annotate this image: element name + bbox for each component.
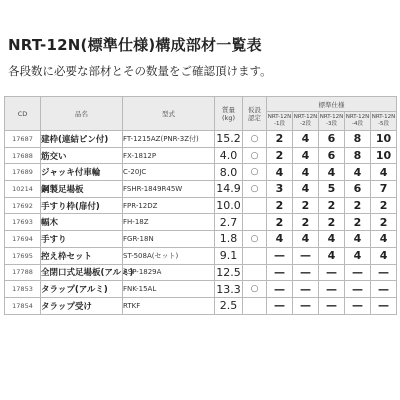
row-qty-level-2: 4 bbox=[293, 147, 319, 164]
row-name: 全閉口式足場板(アルミ) bbox=[41, 264, 123, 281]
table-row bbox=[5, 264, 397, 281]
row-qty-level-5: 2 bbox=[371, 214, 397, 231]
row-cd: 17687 bbox=[5, 131, 41, 148]
row-qty-level-5: — bbox=[371, 281, 397, 298]
header-mass-label: 質量 (kg) bbox=[222, 105, 235, 122]
row-qty-level-4: 4 bbox=[345, 231, 371, 248]
row-name: 建枠(連結ピン付) bbox=[41, 131, 123, 148]
row-cd: 10214 bbox=[5, 181, 41, 198]
row-mass: 10.0 bbox=[216, 199, 241, 213]
page-subtitle: 各段数に必要な部材とその数量をご確認頂けます。 bbox=[8, 64, 272, 78]
row-type: FH-18Z bbox=[123, 214, 215, 231]
row-qty-level-3: — bbox=[319, 264, 345, 281]
header-cert bbox=[243, 97, 267, 131]
row-qty-level-2: — bbox=[293, 297, 319, 314]
row-cd: 17689 bbox=[5, 164, 41, 181]
row-qty-level-3: 5 bbox=[319, 181, 345, 198]
row-qty-level-5: — bbox=[371, 297, 397, 314]
row-type: RTKF bbox=[123, 297, 215, 314]
row-name: 筋交い bbox=[41, 147, 123, 164]
row-qty-level-3: — bbox=[319, 297, 345, 314]
header-group: 標準仕様 bbox=[267, 97, 397, 112]
row-qty-level-5: 10 bbox=[371, 147, 397, 164]
header-mass bbox=[215, 97, 243, 131]
row-name: タラップ受け bbox=[41, 297, 123, 314]
row-mass: 9.1 bbox=[215, 247, 243, 264]
row-cd: 17692 bbox=[5, 197, 41, 214]
row-qty-level-1: 4 bbox=[267, 231, 293, 248]
row-qty-level-5: 4 bbox=[371, 231, 397, 248]
row-qty-level-3: 4 bbox=[319, 164, 345, 181]
row-type: FGR-18N bbox=[123, 231, 215, 248]
row-qty-level-5: 4 bbox=[371, 247, 397, 264]
page-title: NRT-12N(標準仕様)構成部材一覧表 bbox=[8, 36, 262, 54]
row-qty-level-1: 2 bbox=[267, 131, 293, 148]
row-name: 手すり bbox=[41, 231, 123, 248]
row-qty-level-4: — bbox=[345, 281, 371, 298]
header-level-5: NRT-12N -5段 bbox=[371, 112, 397, 131]
row-cert bbox=[243, 247, 267, 264]
row-qty-level-2: — bbox=[293, 281, 319, 298]
row-cert: ○ bbox=[243, 281, 267, 298]
row-qty-level-3: 4 bbox=[319, 231, 345, 248]
row-mass: 2.5 bbox=[215, 297, 243, 314]
header-name: 品名 bbox=[41, 97, 123, 131]
row-type: C-20JC bbox=[123, 164, 215, 181]
table-row bbox=[5, 181, 397, 198]
row-qty-level-4: 4 bbox=[345, 247, 371, 264]
header-type: 型式 bbox=[123, 97, 215, 131]
row-mass: 15.2 bbox=[216, 132, 241, 146]
row-qty-level-4: 2 bbox=[345, 214, 371, 231]
table-row bbox=[5, 131, 397, 148]
row-cert: ○ bbox=[243, 147, 267, 164]
row-qty-level-3: 2 bbox=[319, 197, 345, 214]
row-cd: 17788 bbox=[5, 264, 41, 281]
row-qty-level-2: 4 bbox=[293, 231, 319, 248]
table-row bbox=[5, 164, 397, 181]
row-cert bbox=[243, 197, 267, 214]
row-qty-level-1: 2 bbox=[267, 147, 293, 164]
row-name: ジャッキ付車輪 bbox=[41, 164, 123, 181]
header-level-1: NRT-12N -1段 bbox=[267, 112, 293, 131]
components-table bbox=[4, 96, 397, 315]
row-qty-level-1: — bbox=[267, 264, 293, 281]
row-cd: 17694 bbox=[5, 231, 41, 248]
row-mass: 14.9 bbox=[216, 182, 241, 196]
row-cert: ○ bbox=[243, 181, 267, 198]
table-body bbox=[5, 131, 397, 315]
row-qty-level-5: 2 bbox=[371, 197, 397, 214]
row-mass: 2.7 bbox=[215, 214, 243, 231]
header-cd: CD bbox=[5, 97, 41, 131]
row-cert: ○ bbox=[243, 131, 267, 148]
table-row bbox=[5, 147, 397, 164]
table-row bbox=[5, 231, 397, 248]
row-mass: 13.3 bbox=[216, 282, 241, 296]
row-qty-level-2: — bbox=[293, 264, 319, 281]
row-type: FPR-12DZ bbox=[123, 197, 215, 214]
row-qty-level-2: 4 bbox=[293, 181, 319, 198]
row-type: FSHR-1849R45W bbox=[123, 181, 215, 198]
row-cert bbox=[243, 264, 267, 281]
row-cd: 17695 bbox=[5, 247, 41, 264]
row-qty-level-5: 10 bbox=[371, 131, 397, 148]
row-qty-level-4: 6 bbox=[345, 181, 371, 198]
row-cert: ○ bbox=[243, 231, 267, 248]
row-qty-level-4: 8 bbox=[345, 147, 371, 164]
row-qty-level-5: 4 bbox=[371, 164, 397, 181]
row-mass: 8.0 bbox=[215, 164, 243, 181]
row-qty-level-4: — bbox=[345, 264, 371, 281]
row-qty-level-4: 8 bbox=[345, 131, 371, 148]
row-name: 幅木 bbox=[41, 214, 123, 231]
row-name: 鋼製足場板 bbox=[41, 181, 123, 198]
row-qty-level-2: 4 bbox=[293, 131, 319, 148]
header-level-4: NRT-12N -4段 bbox=[345, 112, 371, 131]
table-row bbox=[5, 247, 397, 264]
row-type: FNK-15AL bbox=[123, 281, 215, 298]
header-level-2: NRT-12N -2段 bbox=[293, 112, 319, 131]
row-cert: ○ bbox=[243, 164, 267, 181]
header-cert-label: 仮設 認定 bbox=[248, 105, 261, 122]
row-name: 控え枠セット bbox=[41, 247, 123, 264]
row-qty-level-3: 2 bbox=[319, 214, 345, 231]
row-type: FX-1812P bbox=[123, 147, 215, 164]
row-qty-level-1: 2 bbox=[267, 197, 293, 214]
row-qty-level-1: — bbox=[267, 297, 293, 314]
row-qty-level-3: 4 bbox=[319, 247, 345, 264]
table-row bbox=[5, 297, 397, 314]
row-qty-level-1: 3 bbox=[267, 181, 293, 198]
row-qty-level-2: 2 bbox=[293, 214, 319, 231]
row-cd: 17693 bbox=[5, 214, 41, 231]
table-row bbox=[5, 214, 397, 231]
row-mass: 1.8 bbox=[215, 231, 243, 248]
row-type: ST-508A(セット) bbox=[123, 247, 215, 264]
row-cert bbox=[243, 297, 267, 314]
row-qty-level-3: — bbox=[319, 281, 345, 298]
row-mass: 12.5 bbox=[216, 265, 241, 279]
row-mass: 4.0 bbox=[215, 147, 243, 164]
row-qty-level-4: 4 bbox=[345, 164, 371, 181]
row-cert bbox=[243, 214, 267, 231]
row-cd: 17854 bbox=[5, 297, 41, 314]
row-qty-level-1: 2 bbox=[267, 214, 293, 231]
table-row bbox=[5, 281, 397, 298]
row-qty-level-1: — bbox=[267, 247, 293, 264]
row-name: タラップ(アルミ) bbox=[41, 281, 123, 298]
row-qty-level-5: — bbox=[371, 264, 397, 281]
row-qty-level-4: 2 bbox=[345, 197, 371, 214]
row-qty-level-5: 7 bbox=[371, 181, 397, 198]
row-cd: 17853 bbox=[5, 281, 41, 298]
row-qty-level-1: 4 bbox=[267, 164, 293, 181]
row-qty-level-2: 2 bbox=[293, 197, 319, 214]
row-qty-level-4: — bbox=[345, 297, 371, 314]
row-type: ASP-1829A bbox=[123, 264, 215, 281]
row-qty-level-2: — bbox=[293, 247, 319, 264]
row-type: FT-1215AZ(PNR-3Z付) bbox=[123, 131, 215, 148]
row-cd: 17688 bbox=[5, 147, 41, 164]
row-name: 手すり枠(扉付) bbox=[41, 197, 123, 214]
row-qty-level-3: 6 bbox=[319, 131, 345, 148]
row-qty-level-3: 6 bbox=[319, 147, 345, 164]
row-qty-level-1: — bbox=[267, 281, 293, 298]
row-qty-level-2: 4 bbox=[293, 164, 319, 181]
table-row bbox=[5, 197, 397, 214]
header-level-3: NRT-12N -3段 bbox=[319, 112, 345, 131]
